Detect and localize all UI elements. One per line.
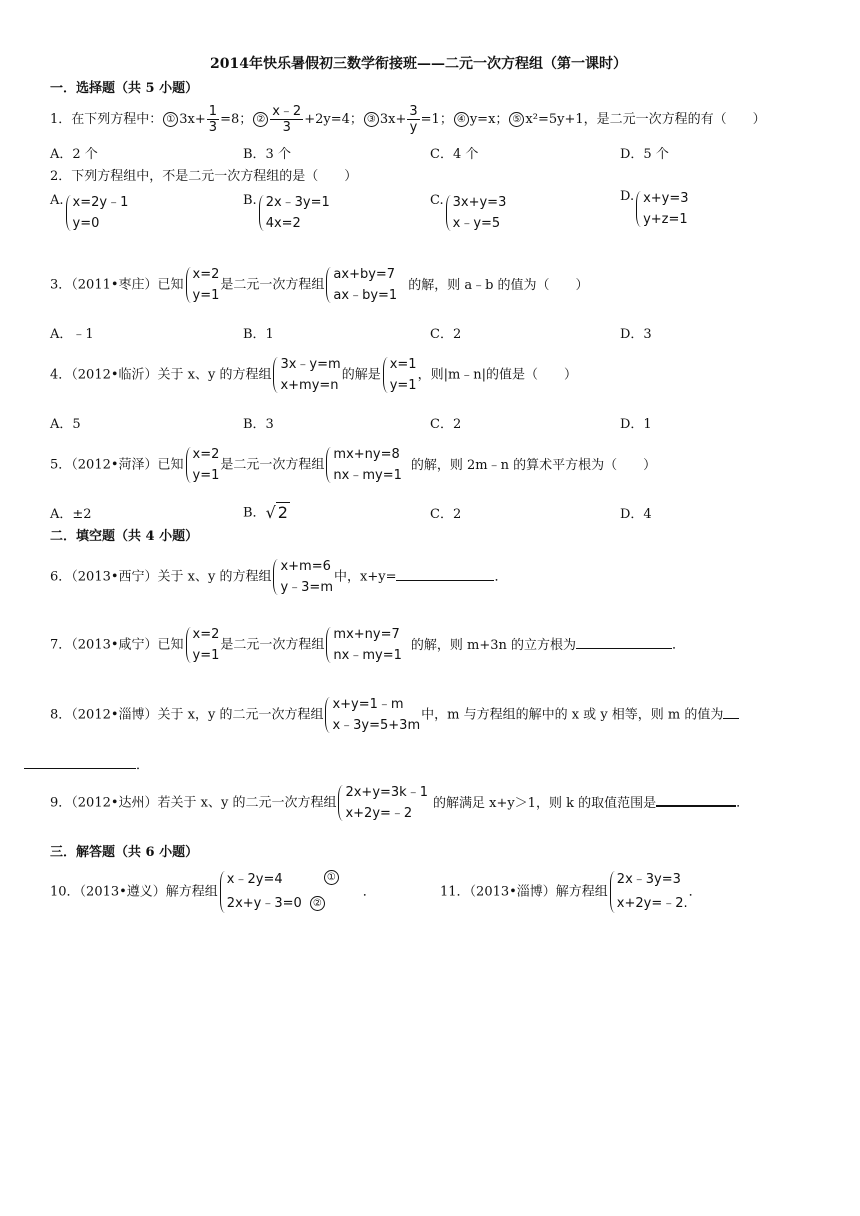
q3-pre: 3．（2011•枣庄）已知 (50, 277, 184, 293)
equation-system: x=2 y=1 (185, 264, 220, 306)
q4-mid: 的解是 (341, 367, 381, 383)
question-7 (50, 624, 685, 666)
q6-pre: 6．（2013•西宁）关于 x、y 的方程组 (50, 569, 272, 585)
q8-end: ． (136, 758, 150, 773)
q10-end: ． (362, 884, 376, 900)
q5-option-b: B．√ 2 (243, 503, 288, 522)
equation-system: x=2 y=1 (185, 624, 220, 666)
circled-3: ③ (364, 112, 379, 127)
circled-5: ⑤ (509, 112, 524, 127)
q9-end: ． (736, 795, 750, 811)
page-title: 2014年快乐暑假初三数学衔接班——二元一次方程组（第一课时） (210, 56, 627, 72)
answer-blank[interactable] (723, 706, 739, 719)
equation-system: 2x﹣3y=3 x+2y=﹣2. (609, 868, 688, 916)
q3-mid: 是二元一次方程组 (220, 277, 325, 293)
q3-option-c: C．2 (430, 327, 462, 342)
q2-option-d: D. x+y=3 y+z=1 (620, 188, 690, 230)
q3-post: 的解，则 a﹣b 的值为（ ） (408, 277, 589, 293)
q5-option-a: A．±2 (50, 507, 92, 522)
question-8-continued (24, 756, 149, 775)
equation-system: 3x﹣y=m x+my=n (272, 354, 340, 396)
q1-eq4: y=x； (469, 112, 509, 127)
q1-eq3-end: =1； (420, 112, 453, 127)
q3-option-b: B．1 (243, 327, 274, 342)
q1-eq1-part: 3x+ (179, 112, 206, 127)
question-11 (440, 868, 702, 916)
q9-pre: 9．（2012•达州）若关于 x、y 的二元一次方程组 (50, 795, 337, 811)
q7-mid: 是二元一次方程组 (220, 637, 325, 653)
question-8 (50, 694, 739, 736)
answer-blank[interactable] (656, 793, 736, 807)
q4-post: ，则|m﹣n|的值是（ ） (417, 367, 578, 383)
q6-post: 中，x+y= (334, 569, 397, 585)
equation-system: x+m=6 y﹣3=m (272, 556, 333, 598)
q7-pre: 7．（2013•咸宁）已知 (50, 637, 184, 653)
question-10 (50, 868, 376, 916)
q7-post: 的解，则 m+3n 的立方根为 (410, 637, 577, 653)
circled-2: ② (310, 896, 325, 911)
q6-end: ． (494, 569, 508, 585)
question-1 (50, 104, 766, 135)
q5-option-d: D．4 (620, 507, 652, 522)
question-6 (50, 556, 507, 598)
circled-1: ① (324, 870, 339, 885)
equation-system: x=2 y=1 (185, 444, 220, 486)
question-3 (50, 264, 589, 306)
circled-1: ① (163, 112, 178, 127)
q1-stem: 1．在下列方程中： (50, 112, 163, 127)
q3-option-a: A．﹣1 (50, 327, 94, 342)
q2-option-c: C. 3x+y=3 x﹣y=5 (430, 192, 507, 234)
fraction: $\frac{1}{3}$ (208, 104, 218, 135)
q10-pre: 10．（2013•遵义）解方程组 (50, 884, 218, 900)
q8-post: 中，m 与方程组的解中的 x 或 y 相等，则 m 的值为 (421, 707, 724, 723)
question-4 (50, 354, 577, 396)
equation-system: x=1 y=1 (382, 354, 417, 396)
section-heading-fill: 二．填空题（共 4 小题） (50, 529, 199, 544)
q1-option-d: D．5 个 (620, 147, 669, 162)
answer-blank[interactable] (24, 756, 136, 769)
q1-eq5: x²=5y+1，是二元一次方程的有（ ） (525, 112, 766, 127)
equation-system: x﹣2y=4 2x+y﹣3=0 (219, 868, 302, 916)
equation-system: 2x+y=3k﹣1 x+2y=﹣2 (337, 782, 428, 824)
equation-system: x=2y﹣1 y=0 (65, 192, 129, 234)
q2-option-a: A. x=2y﹣1 y=0 (50, 192, 129, 234)
q5-option-c: C．2 (430, 507, 462, 522)
circled-2: ② (253, 112, 268, 127)
q11-pre: 11．（2013•淄博）解方程组 (440, 884, 608, 900)
q5-post: 的解，则 2m﹣n 的算术平方根为（ ） (410, 457, 657, 473)
question-5 (50, 444, 656, 486)
q11-end: ． (688, 884, 702, 900)
equation-system: ax+by=7 ax﹣by=1 (325, 264, 397, 306)
q4-option-b: B．3 (243, 417, 274, 432)
q2-option-b: B. 2x﹣3y=1 4x=2 (243, 192, 331, 234)
circled-4: ④ (454, 112, 469, 127)
equation-system: x+y=3 y+z=1 (635, 188, 688, 230)
q4-option-d: D．1 (620, 417, 652, 432)
q5-mid: 是二元一次方程组 (220, 457, 325, 473)
question-9 (50, 782, 749, 824)
q9-post: 的解满足 x+y＞1，则 k 的取值范围是 (432, 795, 657, 811)
q1-option-b: B．3 个 (243, 147, 291, 162)
equation-system: mx+ny=8 nx﹣my=1 (325, 444, 401, 486)
q8-pre: 8．（2012•淄博）关于 x，y 的二元一次方程组 (50, 707, 324, 723)
section-heading-choice: 一．选择题（共 5 小题） (50, 81, 199, 96)
q1-eq2-end: +2y=4； (304, 112, 363, 127)
q1-option-a: A．2 个 (50, 147, 98, 162)
q1-eq3-part: 3x+ (379, 112, 407, 127)
q2-stem: 2．下列方程组中，不是二元一次方程组的是（ ） (50, 169, 358, 184)
q1-option-c: C．4 个 (430, 147, 479, 162)
equation-system: 3x+y=3 x﹣y=5 (445, 192, 507, 234)
q4-pre: 4．（2012•临沂）关于 x、y 的方程组 (50, 367, 272, 383)
q4-option-a: A．5 (50, 417, 81, 432)
equation-system: 2x﹣3y=1 4x=2 (258, 192, 330, 234)
q1-eq1-end: =8； (220, 112, 253, 127)
answer-blank[interactable] (396, 568, 494, 581)
fraction: $\frac{x﹣2}{3}$ (272, 104, 302, 135)
q3-option-d: D．3 (620, 327, 652, 342)
answer-blank[interactable] (576, 636, 672, 649)
q4-option-c: C．2 (430, 417, 462, 432)
q7-end: ． (672, 637, 686, 653)
section-heading-solve: 三．解答题（共 6 小题） (50, 845, 199, 860)
fraction: $\frac{3}{y}$ (409, 104, 418, 135)
equation-system: mx+ny=7 nx﹣my=1 (325, 624, 401, 666)
equation-system: x+y=1﹣m x﹣3y=5+3m (324, 694, 420, 736)
sqrt-symbol: √ 2 (265, 503, 288, 522)
q5-pre: 5．（2012•菏泽）已知 (50, 457, 184, 473)
